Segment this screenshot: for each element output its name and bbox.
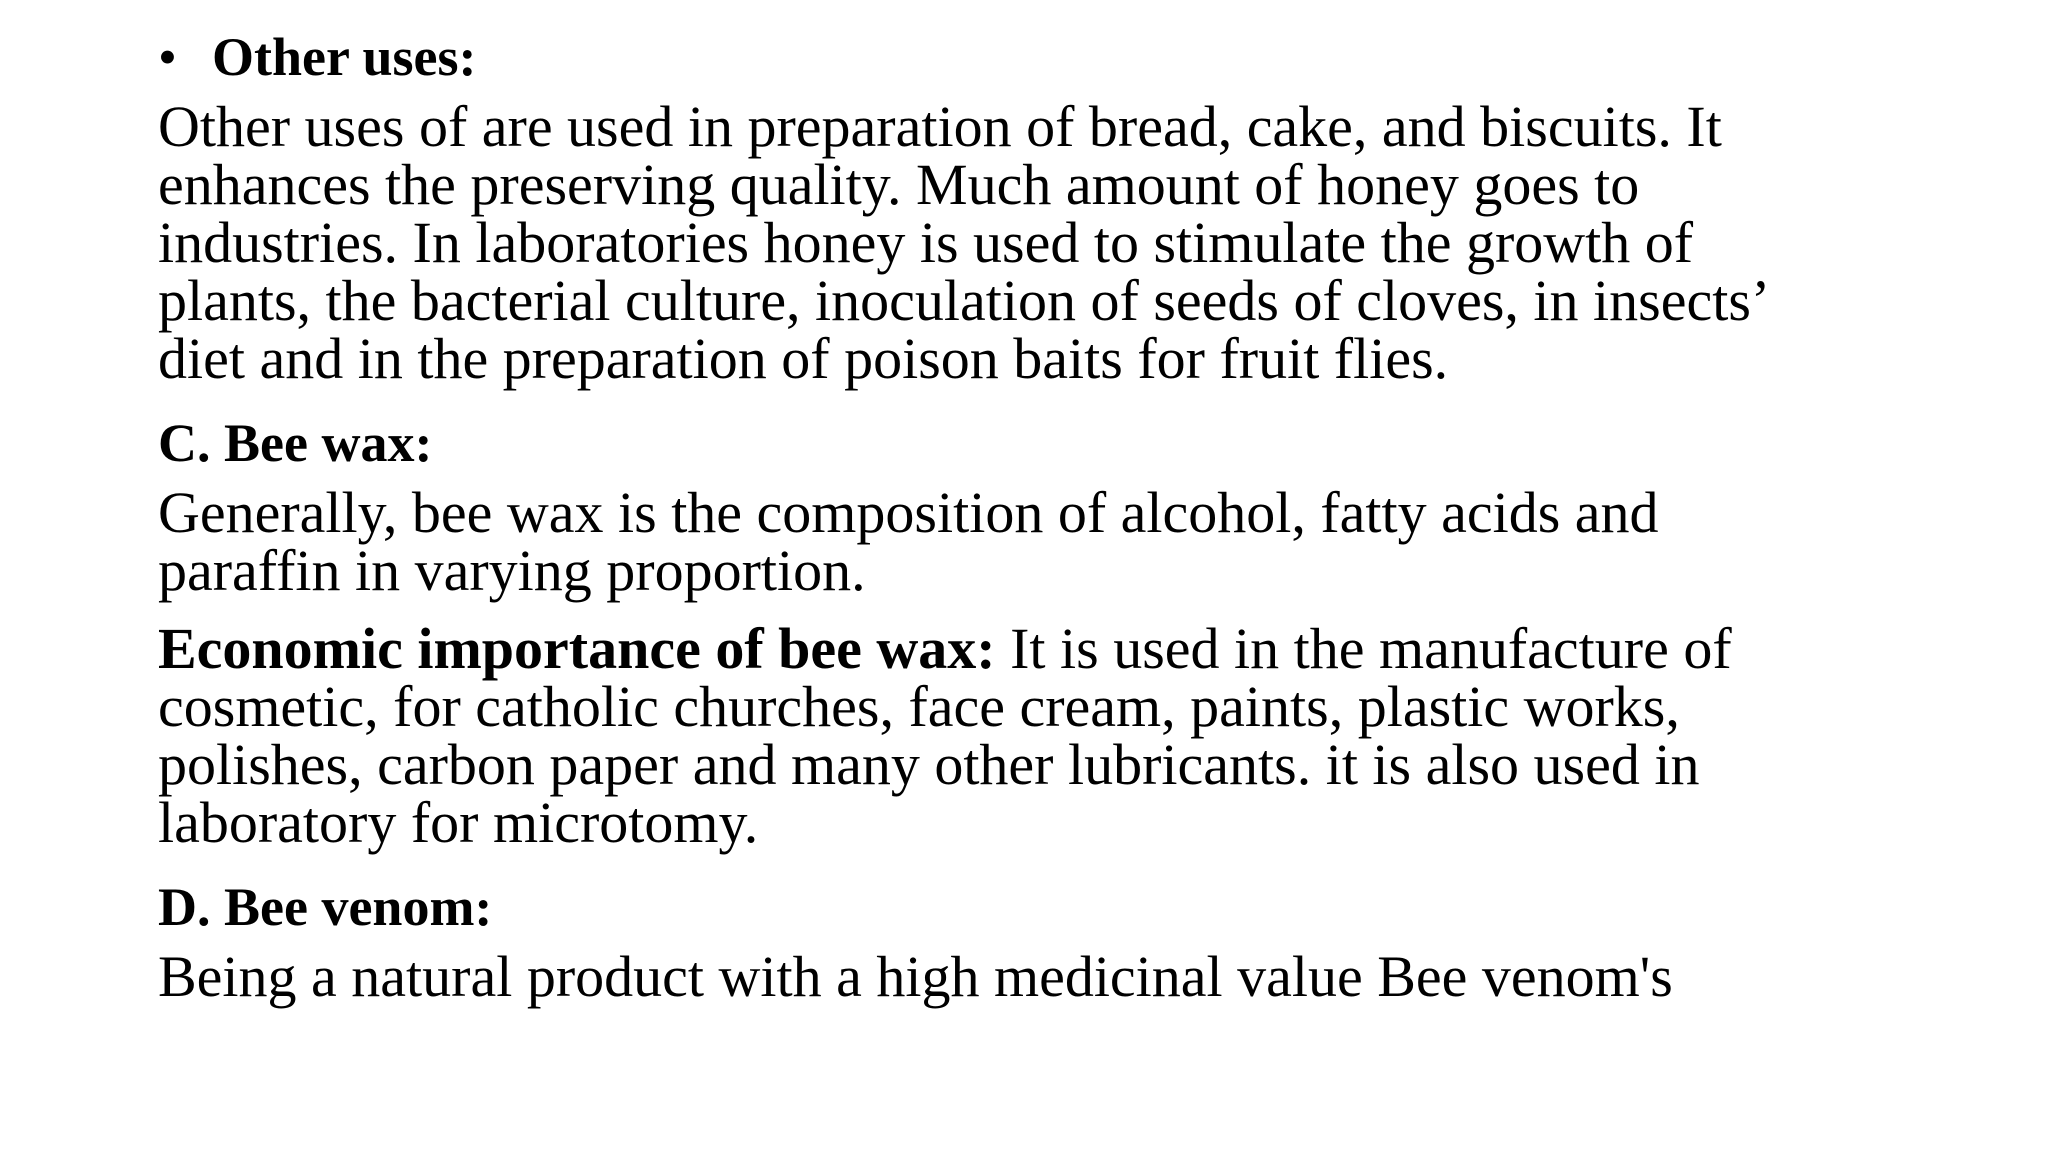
slide-content — [158, 22, 1918, 1026]
bee-venom-paragraph — [158, 944, 1918, 1009]
paragraph-line: Other uses of are used in preparation of bread, cake, and biscuits. It — [158, 94, 1722, 159]
other-uses-paragraph — [158, 94, 1918, 391]
paragraph-line: paraffin in varying proportion. — [158, 538, 866, 603]
paragraph-line: diet and in the preparation of poison baits for fruit flies. — [158, 326, 1449, 391]
other-uses-heading — [158, 22, 1918, 92]
bullet-icon: • — [158, 27, 177, 87]
economic-first-line: It is used in the manufacture of — [995, 616, 1732, 681]
paragraph-line: polishes, carbon paper and many other lubricants. it is also used in — [158, 732, 1700, 797]
other-uses-title: Other uses: — [212, 27, 477, 87]
paragraph-line: industries. In laboratories honey is used to stimulate the growth of — [158, 210, 1694, 275]
paragraph-line: laboratory for microtomy. — [158, 790, 759, 855]
economic-importance-label: Economic importance of bee wax: — [158, 616, 996, 681]
paragraph-line: Being a natural product with a high medicinal value Bee venom's — [158, 944, 1673, 1009]
bee-wax-paragraph — [158, 480, 1918, 603]
paragraph-line — [158, 616, 1918, 681]
paragraph-line: enhances the preserving quality. Much amount of honey goes to — [158, 152, 1640, 217]
paragraph-line: plants, the bacterial culture, inoculation of seeds of cloves, in insects’ — [158, 268, 1771, 333]
bee-venom-heading: D. Bee venom: — [158, 877, 493, 937]
paragraph-line: cosmetic, for catholic churches, face cream, paints, plastic works, — [158, 674, 1680, 739]
bee-wax-economic-paragraph — [158, 616, 1918, 855]
paragraph-line: Generally, bee wax is the composition of alcohol, fatty acids and — [158, 480, 1659, 545]
bee-wax-heading: C. Bee wax: — [158, 413, 433, 473]
